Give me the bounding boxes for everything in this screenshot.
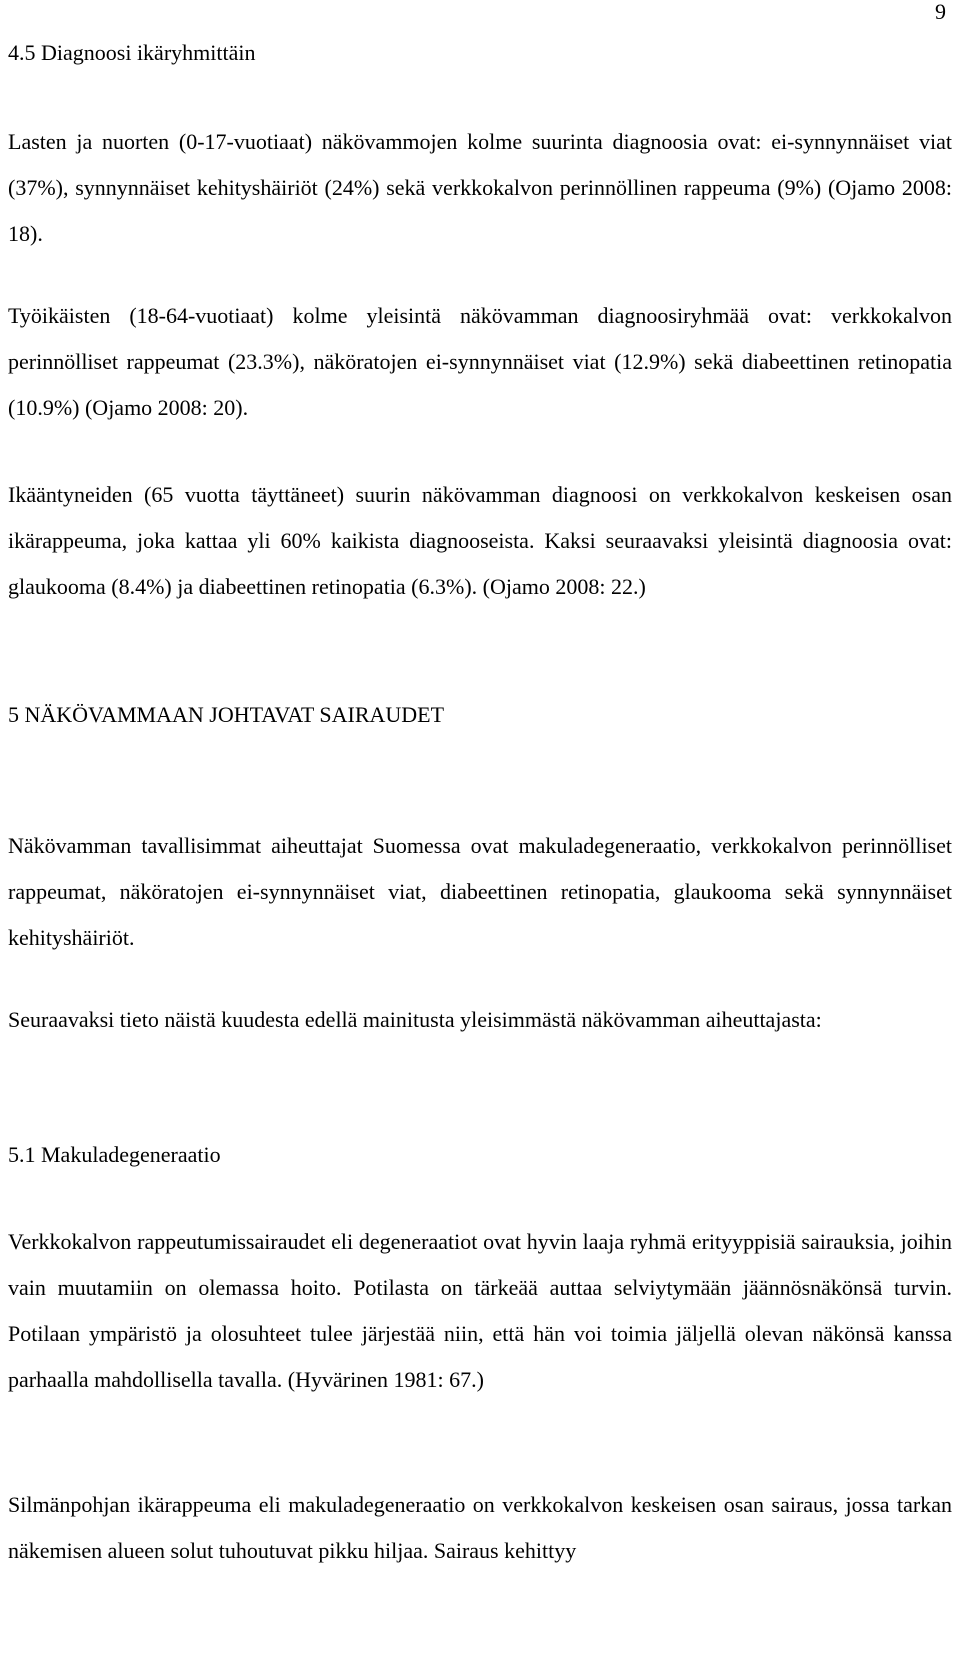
section-heading-4-5: 4.5 Diagnoosi ikäryhmittäin [8, 40, 256, 65]
paragraph-elderly-diagnoses: Ikääntyneiden (65 vuotta täyttäneet) suurin näkövamman diagnoosi on verkkokalvon keskeisen osan ikärappeuma, joka kattaa yli 60% kaikista diagnooseista. Kaksi seuraavaksi yleisintä diagnoosia ovat: glaukooma (8.4%) ja diabeettinen retinopatia (6.3%). (Ojamo 2008: 22.) [8, 482, 952, 599]
paragraph-children-diagnoses: Lasten ja nuorten (0-17-vuotiaat) näkövammojen kolme suurinta diagnoosia ovat: ei-synnynnäiset viat (37%), synnynnäiset kehityshäiriöt (24%) sekä verkkokalvon perinnöllinen rappeuma (9%) (Ojamo 2008: 18). [8, 129, 952, 246]
paragraph-macular-degeneration: Silmänpohjan ikärappeuma eli makuladegeneraatio on verkkokalvon keskeisen osan sairaus, jossa tarkan näkemisen alueen solut tuhoutuvat pikku hiljaa. Sairaus kehittyy [8, 1492, 952, 1563]
paragraph-common-causes: Näkövamman tavallisimmat aiheuttajat Suomessa ovat makuladegeneraatio, verkkokalvon perinnölliset rappeumat, näköratojen ei-synnynnäiset viat, diabeettinen retinopatia, glaukooma sekä synnynnäiset kehityshäiriöt. [8, 833, 952, 950]
paragraph-retinal-degeneration: Verkkokalvon rappeutumissairaudet eli degeneraatiot ovat hyvin laaja ryhmä erityyppisiä sairauksia, joihin vain muutamiin on olemassa hoito. Potilasta on tärkeää auttaa selviytymään jäännösnäkönsä turvin. Potilaan ympäristö ja olosuhteet tulee järjestää niin, että hän voi toimia jäljellä olevan näkönsä kanssa parhaalla mahdollisella tavalla. (Hyvärinen 1981: 67.) [8, 1229, 952, 1392]
section-heading-5: 5 NÄKÖVAMMAAN JOHTAVAT SAIRAUDET [8, 702, 445, 727]
paragraph-following-info: Seuraavaksi tieto näistä kuudesta edellä mainitusta yleisimmästä näkövamman aiheuttajasta: [8, 1007, 822, 1032]
paragraph-working-age-diagnoses: Työikäisten (18-64-vuotiaat) kolme yleisintä näkövamman diagnoosiryhmää ovat: verkkokalvon perinnölliset rappeumat (23.3%), näköratojen ei-synnynnäiset viat (12.9%) sekä diabeettinen retinopatia (10.9%) (Ojamo 2008: 20). [8, 303, 952, 420]
section-heading-5-1: 5.1 Makuladegeneraatio [8, 1142, 221, 1167]
page-number: 9 [935, 0, 946, 24]
